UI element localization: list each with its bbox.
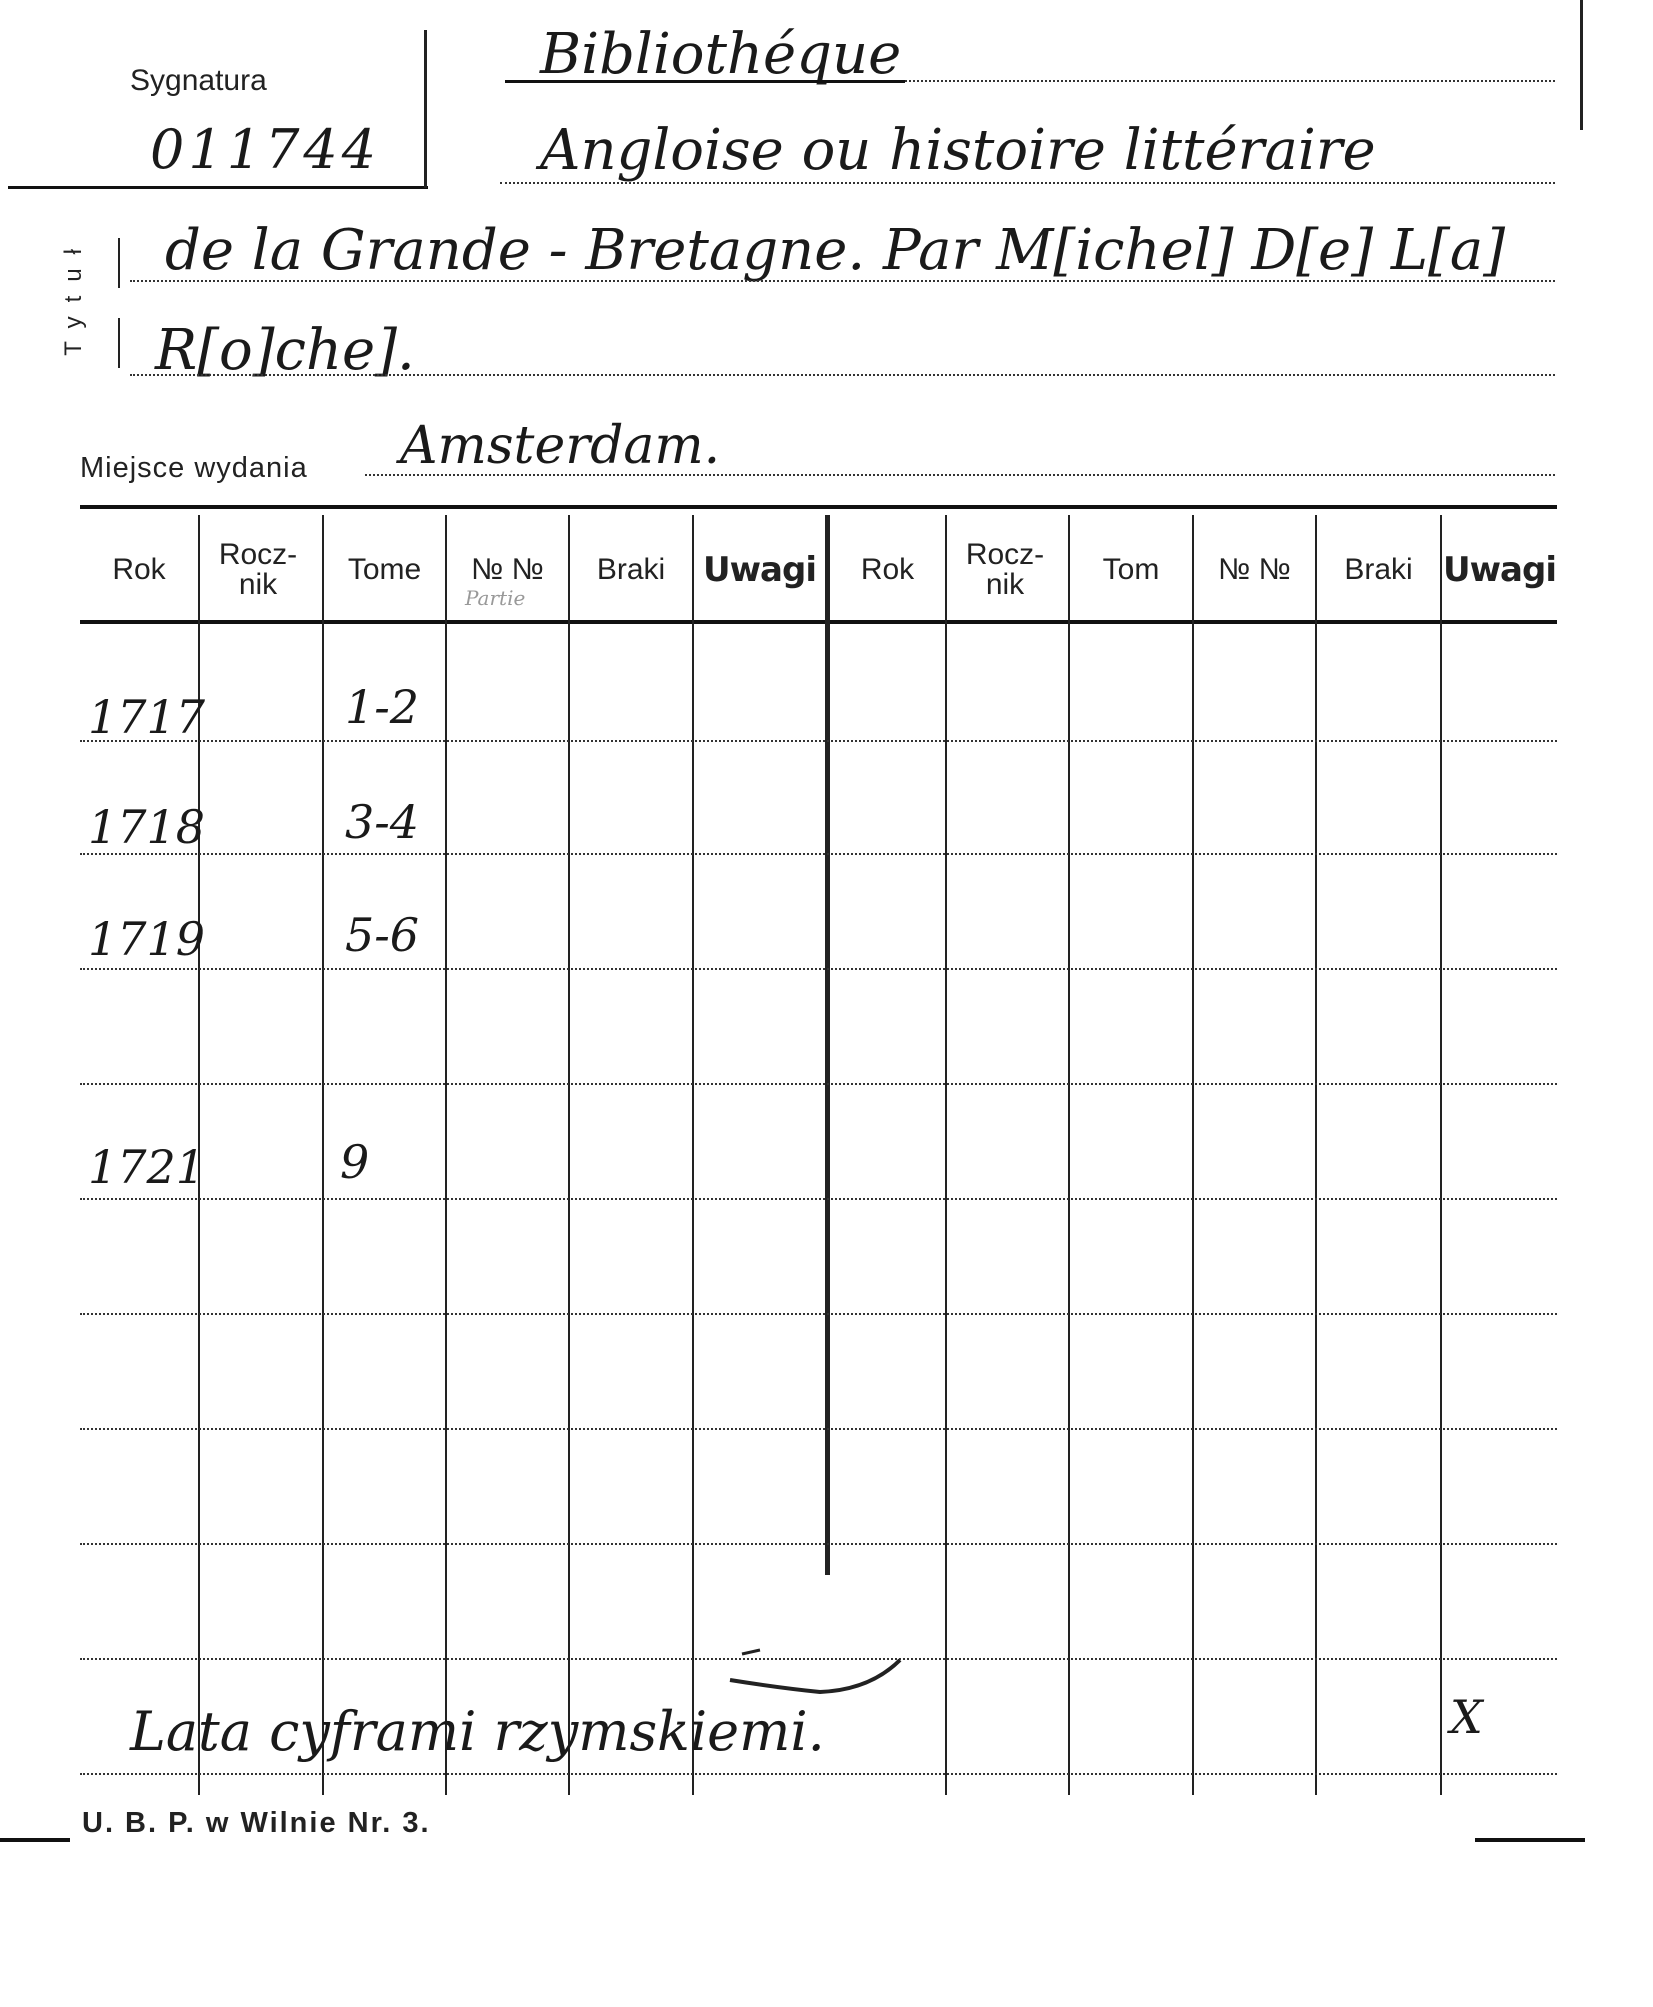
- row-rule: [80, 1198, 1557, 1200]
- row-rule: [80, 1313, 1557, 1315]
- title-line-4: R[o]che].: [155, 318, 415, 383]
- header-rocznik-left: Rocz-nik: [218, 538, 298, 601]
- table-header-rule: [80, 620, 1557, 624]
- title-line-1: Bibliothéque: [540, 22, 902, 87]
- printer-imprint: U. B. P. w Wilnie Nr. 3.: [82, 1807, 431, 1839]
- row-rule: [80, 1543, 1557, 1545]
- header-tome-left: Tome: [347, 553, 422, 586]
- col-divider: [322, 515, 324, 1795]
- row-1-tome: 1-2: [345, 680, 420, 734]
- col-divider: [1315, 515, 1317, 1795]
- row-3-rok: 1719: [88, 912, 206, 966]
- row-2-rok: 1718: [88, 800, 206, 854]
- header-numery-left: № №: [471, 553, 544, 586]
- row-3-tome: 5-6: [345, 908, 420, 962]
- row-rule: [80, 1773, 1557, 1775]
- sygnatura-box-bottom: [8, 186, 428, 189]
- row-1-rok: 1717: [88, 690, 206, 744]
- table-top-rule: [80, 505, 1557, 509]
- miejsce-rule: [365, 474, 1555, 476]
- title-line-1-rule: [905, 80, 1555, 82]
- row-rule: [80, 968, 1557, 970]
- header-uwagi-right: Uwagi: [1443, 550, 1556, 590]
- faint-pencil-note: Partie: [465, 586, 526, 610]
- header-numery-right: № №: [1218, 553, 1291, 586]
- title-line-2: Angloise ou histoire littéraire: [540, 118, 1376, 183]
- title-line-4-rule: [130, 374, 1555, 376]
- footer-mark: X: [1450, 1690, 1483, 1744]
- title-line-3-rule: [130, 280, 1555, 282]
- sygnatura-box-right: [424, 30, 427, 188]
- col-divider: [692, 515, 694, 1795]
- title-line-1-underline: [505, 80, 905, 83]
- header-tom-right: Tom: [1102, 553, 1160, 586]
- tytul-bracket-2: [118, 318, 120, 368]
- header-braki-left: Braki: [596, 553, 666, 586]
- row-rule: [80, 740, 1557, 742]
- row-5-rok: 1721: [88, 1140, 206, 1194]
- row-2-tome: 3-4: [345, 795, 420, 849]
- col-divider: [568, 515, 570, 1795]
- row-rule: [80, 1428, 1557, 1430]
- header-rocznik-right: Rocz-nik: [965, 538, 1045, 601]
- tytul-label: Tytuł: [60, 235, 87, 356]
- col-divider: [1068, 515, 1070, 1795]
- header-uwagi-left: Uwagi: [703, 550, 816, 590]
- sygnatura-label: Sygnatura: [130, 64, 267, 97]
- col-divider: [945, 515, 947, 1795]
- title-line-2-rule: [500, 182, 1555, 184]
- miejsce-label: Miejsce wydania: [80, 452, 308, 484]
- miejsce-value: Amsterdam.: [400, 416, 721, 476]
- title-line-3: de la Grande - Bretagne. Par M[ichel] D[e] L[a]: [165, 218, 1506, 283]
- center-divider: [825, 515, 830, 1575]
- col-divider: [1192, 515, 1194, 1795]
- header-rok-left: Rok: [112, 553, 166, 586]
- edge-rule-right: [1475, 1838, 1585, 1842]
- col-divider: [1440, 515, 1442, 1795]
- edge-rule-left: [0, 1838, 70, 1842]
- pen-stroke-mark: [720, 1640, 910, 1710]
- row-5-tome: 9: [340, 1135, 370, 1189]
- col-divider: [445, 515, 447, 1795]
- sygnatura-value: 011744: [150, 118, 381, 181]
- card-right-edge: [1580, 0, 1583, 130]
- header-braki-right: Braki: [1344, 553, 1413, 586]
- tytul-bracket-1: [118, 238, 120, 288]
- row-rule: [80, 853, 1557, 855]
- header-rok-right: Rok: [860, 553, 915, 586]
- footer-note: Lata cyframi rzymskiemi.: [130, 1700, 825, 1763]
- row-rule: [80, 1083, 1557, 1085]
